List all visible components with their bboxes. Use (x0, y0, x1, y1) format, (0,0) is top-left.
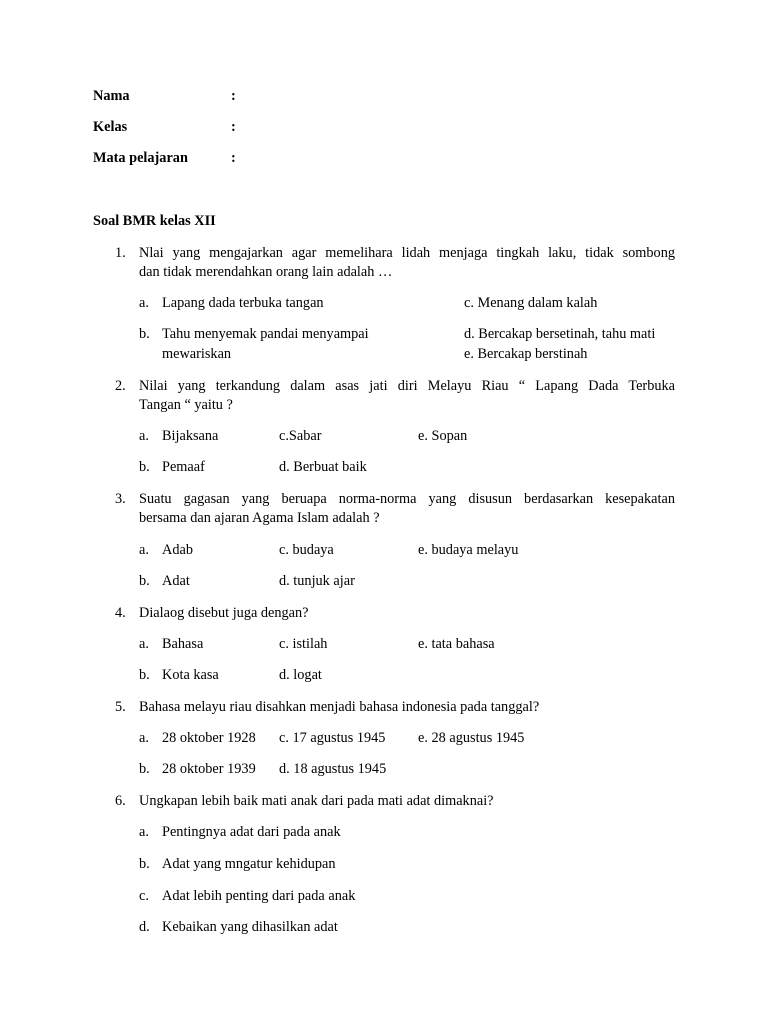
q6-option-b (139, 855, 336, 874)
question-4 (115, 604, 675, 623)
q2-option-a (139, 427, 218, 446)
option-text: Tahu menyemak pandai menyampai (162, 326, 369, 342)
option-letter: d. (139, 919, 150, 935)
option-text: Bahasa (162, 636, 204, 652)
question-text-cont: Tangan “ yaitu ? (139, 397, 233, 413)
option-text: 28 oktober 1928 (162, 730, 256, 746)
q4-option-d: d. logat (279, 667, 322, 683)
option-letter: b. (139, 326, 150, 342)
class-label: Kelas (93, 119, 128, 135)
question-text: Suatu gagasan yang beruapa norma-norma yang disusun berdasarkan kesepakatan (139, 491, 675, 507)
q4-option-a (139, 635, 203, 654)
q4-option-e: e. tata bahasa (418, 636, 495, 652)
question-2 (115, 377, 675, 415)
option-letter: b. (139, 459, 150, 475)
q5-option-c: c. 17 agustus 1945 (279, 730, 386, 746)
q5-option-b (139, 760, 256, 779)
option-letter: b. (139, 761, 150, 777)
q6-option-a (139, 823, 341, 842)
q3-option-e: e. budaya melayu (418, 542, 519, 558)
option-letter: b. (139, 667, 150, 683)
question-number: 4. (115, 605, 126, 621)
question-text: Ungkapan lebih baik mati anak dari pada mati adat dimaknai? (139, 793, 494, 809)
class-field (93, 119, 236, 136)
question-number: 1. (115, 245, 126, 261)
question-6 (115, 792, 675, 811)
option-letter: a. (139, 824, 149, 840)
q2-option-e: e. Sopan (418, 428, 468, 444)
q3-option-d: d. tunjuk ajar (279, 573, 355, 589)
question-text-cont: bersama dan ajaran Agama Islam adalah ? (139, 510, 380, 526)
q4-option-b (139, 666, 219, 685)
question-5 (115, 698, 675, 717)
q2-option-b (139, 458, 205, 477)
q3-option-b (139, 572, 190, 591)
option-text: Pemaaf (162, 459, 205, 475)
option-text: Adab (162, 542, 193, 558)
q3-option-a (139, 541, 193, 560)
option-text: Kota kasa (162, 667, 219, 683)
question-number: 3. (115, 491, 126, 507)
question-1 (115, 244, 675, 282)
question-number: 5. (115, 699, 126, 715)
class-colon: : (231, 119, 236, 135)
option-letter: b. (139, 573, 150, 589)
question-text-cont: dan tidak merendahkan orang lain adalah … (139, 264, 393, 280)
option-letter: c. (139, 888, 149, 904)
option-text: Kebaikan yang dihasilkan adat (162, 919, 338, 935)
option-letter: a. (139, 428, 149, 444)
option-letter: a. (139, 542, 149, 558)
option-text: Lapang dada terbuka tangan (162, 295, 324, 311)
section-title: Soal BMR kelas XII (93, 213, 216, 229)
q1-option-c: c. Menang dalam kalah (464, 295, 598, 311)
option-text: 28 oktober 1939 (162, 761, 256, 777)
q2-option-d: d. Berbuat baik (279, 459, 367, 475)
q6-option-d (139, 918, 338, 937)
question-3 (115, 490, 675, 528)
question-number: 6. (115, 793, 126, 809)
subject-colon: : (231, 150, 236, 166)
q1-option-b (139, 325, 369, 344)
option-letter: a. (139, 636, 149, 652)
option-letter: a. (139, 295, 149, 311)
q5-option-e: e. 28 agustus 1945 (418, 730, 525, 746)
subject-label: Mata pelajaran (93, 150, 188, 166)
question-text: Nilai yang terkandung dalam asas jati diri Melayu Riau “ Lapang Dada Terbuka (139, 378, 675, 394)
option-text: Adat yang mngatur kehidupan (162, 856, 336, 872)
q3-option-c: c. budaya (279, 542, 334, 558)
q1-option-e: e. Bercakap berstinah (464, 346, 588, 362)
q1-option-a (139, 294, 324, 313)
subject-field (93, 150, 236, 167)
option-text: Adat (162, 573, 190, 589)
q1-option-d: d. Bercakap bersetinah, tahu mati (464, 326, 656, 342)
q1-option-b-cont: mewariskan (162, 346, 232, 362)
question-text: Bahasa melayu riau disahkan menjadi bahasa indonesia pada tanggal? (139, 699, 540, 715)
question-number: 2. (115, 378, 126, 394)
name-colon: : (231, 88, 236, 104)
question-text: Nlai yang mengajarkan agar memelihara lidah menjaga tingkah laku, tidak sombong (139, 245, 675, 261)
option-letter: b. (139, 856, 150, 872)
option-letter: a. (139, 730, 149, 746)
option-text: Adat lebih penting dari pada anak (162, 888, 356, 904)
name-label: Nama (93, 88, 130, 104)
q2-option-c: c.Sabar (279, 428, 322, 444)
name-field (93, 88, 236, 105)
q5-option-a (139, 729, 256, 748)
question-text: Dialaog disebut juga dengan? (139, 605, 309, 621)
q4-option-c: c. istilah (279, 636, 328, 652)
option-text: Pentingnya adat dari pada anak (162, 824, 341, 840)
option-text: Bijaksana (162, 428, 219, 444)
q5-option-d: d. 18 agustus 1945 (279, 761, 387, 777)
q6-option-c (139, 887, 355, 906)
